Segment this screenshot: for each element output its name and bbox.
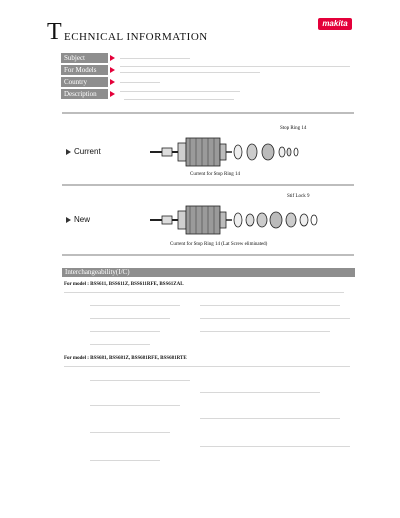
- group2-text: [200, 392, 320, 393]
- group2-text: [64, 366, 350, 367]
- group1-text: [90, 305, 180, 306]
- new-caption: Current for Stop Ring 14 (Lat Screw eliminated): [170, 242, 268, 247]
- interchangeability-header: Interchangeability(I/C): [62, 268, 355, 277]
- subject-tag: Subject: [61, 53, 108, 63]
- divider: [62, 184, 354, 186]
- divider: [62, 112, 354, 114]
- group2-text: [90, 432, 170, 433]
- group1-text: [90, 331, 160, 332]
- triangle-right-icon: [66, 149, 71, 155]
- country-tag: Country: [61, 77, 108, 87]
- current-caption: Current for Stop Ring 14: [190, 172, 240, 177]
- description-tag: Description: [61, 89, 108, 99]
- group2-text: [90, 405, 180, 406]
- models-value: [120, 66, 350, 67]
- makita-logo: makita: [318, 18, 352, 30]
- group2-text: [90, 460, 160, 461]
- group1-text: [90, 318, 170, 319]
- page-title: ECHNICAL INFORMATION: [64, 31, 208, 43]
- models-value-line2: [120, 72, 260, 73]
- current-part-label: Stop Ring 14: [280, 126, 307, 131]
- arrow-right-icon: [110, 79, 115, 85]
- group2-text: [200, 418, 340, 419]
- group1-text: [90, 344, 150, 345]
- group1-text: [200, 305, 340, 306]
- group1-models: For model : BSS611, BSS611Z, BSS611RFE, BSS61ZAL: [64, 282, 184, 287]
- group2-text: [200, 446, 350, 447]
- description-value: [120, 91, 240, 92]
- group1-text: [200, 331, 330, 332]
- group1-text: [200, 318, 350, 319]
- new-state-label: New: [66, 215, 90, 224]
- armature-diagram-new: [148, 202, 320, 238]
- divider: [62, 254, 354, 256]
- country-value: [120, 82, 160, 83]
- triangle-right-icon: [66, 217, 71, 223]
- arrow-right-icon: [110, 67, 115, 73]
- title-initial: T: [47, 19, 62, 45]
- armature-diagram-current: [148, 134, 300, 170]
- group1-text: [64, 292, 344, 293]
- arrow-right-icon: [110, 55, 115, 61]
- new-part-label: Stif Lock 9: [287, 194, 310, 199]
- group2-text: [90, 380, 190, 381]
- current-state-label: Current: [66, 147, 101, 156]
- for-models-tag: For Models: [61, 65, 108, 75]
- subject-value: [120, 58, 190, 59]
- arrow-right-icon: [110, 91, 115, 97]
- description-value-line2: [124, 99, 234, 100]
- group2-models: For model : BSS681, BSS681Z, BSS681RFE, BSS681RTE: [64, 356, 187, 361]
